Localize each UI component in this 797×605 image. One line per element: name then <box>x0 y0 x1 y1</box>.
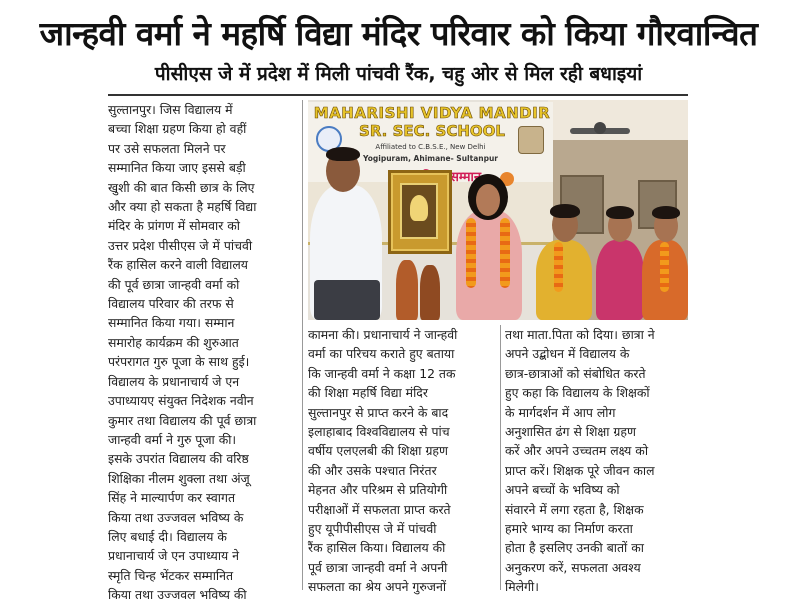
text-line: पूर्व छात्रा जान्हवी वर्मा ने अपनी <box>308 559 448 575</box>
text-line: संवारने में लगा रहता है, शिक्षक <box>505 501 644 517</box>
article-column-1 <box>108 100 298 603</box>
text-line: वर्षीय एलएलबी की शिक्षा ग्रहण <box>308 443 448 459</box>
text-line: कामना की। प्रधानाचार्य ने जान्हवी <box>308 327 458 342</box>
text-line: इसके उपरांत विद्यालय की वरिष्ठ <box>108 451 249 467</box>
text-line: तथा माता.पिता को दिया। छात्रा ने <box>505 327 655 342</box>
text-line: इलाहाबाद विश्वविद्यालय से पांच <box>308 424 450 440</box>
text-line: वर्मा का परिचय कराते हुए बताया <box>308 346 455 362</box>
text-line: पर उसे सफलता मिलने पर <box>108 140 226 156</box>
text-line: छात्र-छात्राओं को संबोधित करते <box>505 365 646 381</box>
text-line: समारोह कार्यक्रम की शुरुआत <box>108 334 239 350</box>
teacher-hair <box>652 206 680 219</box>
column-divider <box>302 100 303 590</box>
headline: जान्हवी वर्मा ने महर्षि विद्या मंदिर परिवार को किया गौरवान्वित <box>39 14 758 53</box>
text-line: सम्मानित किया जाए इससे बड़ी <box>108 160 246 176</box>
idol-icon <box>410 195 428 221</box>
text-line: उत्तर प्रदेश पीसीएस जे में पांचवी <box>108 237 253 253</box>
garland <box>466 218 476 288</box>
text-line: हुए कहा कि विद्यालय के शिक्षकों <box>505 385 650 401</box>
text-line: मंदिर के प्रांगण में सोमवार को <box>108 218 240 234</box>
text-line: अपने बच्चों के भविष्य को <box>505 482 620 498</box>
text-line: मिलेगी। <box>505 579 539 595</box>
garland <box>660 242 669 292</box>
text-line: किया तथा उज्जवल भविष्य की <box>108 587 247 603</box>
text-line: प्राप्त करें। शिक्षक पूरे जीवन काल <box>505 462 655 478</box>
text-line: उपाध्यायए संयुक्त निदेशक नवीन <box>108 393 254 409</box>
text-line: की पूर्व छात्रा जान्हवी वर्मा को <box>108 276 240 292</box>
text-line: सिंह ने माल्यार्पण कर स्वागत <box>108 490 236 506</box>
portrait-icon <box>518 126 544 154</box>
text-line: जान्हवी वर्मा ने गुरु पूजा की। <box>108 431 237 447</box>
text-line: शिक्षिका नीलम शुक्ला तथा अंजू <box>108 470 250 486</box>
text-line: सम्मानित किया गया। सम्मान <box>108 315 235 331</box>
honoree-face <box>476 184 500 216</box>
text-line: रैंक हासिल करने वाली विद्यालय <box>108 257 248 273</box>
teacher-hair <box>606 206 634 219</box>
text-line: बच्चा शिक्षा ग्रहण किया हो वहीं <box>108 121 247 137</box>
text-line: सुल्तानपुर। जिस विद्यालय में <box>108 102 233 117</box>
teacher-figure <box>596 240 644 320</box>
text-line: प्रधानाचार्य जे एन उपाध्याय ने <box>108 548 240 564</box>
text-line: सुल्तानपुर से प्राप्त करने के बाद <box>308 404 449 420</box>
text-line: अपने उद्बोधन में विद्यालय के <box>505 346 630 362</box>
text-line: होता है इसलिए उनकी बातों का <box>505 540 644 556</box>
article-column-3 <box>505 325 688 595</box>
garland <box>500 218 510 288</box>
text-line: हमारे भाग्य का निर्माण करता <box>505 521 633 537</box>
text-line: कि जान्हवी वर्मा ने कक्षा 12 तक <box>308 365 456 381</box>
article-column-2 <box>308 325 496 595</box>
student-figure <box>396 260 418 320</box>
banner-affiliation: Affiliated to C.B.S.E., New Delhi <box>375 143 486 151</box>
text-line: खुशी की बात किसी छात्र के लिए <box>108 179 255 195</box>
student-figure <box>420 265 440 320</box>
text-line: मेहनत और परिश्रम से प्रतियोगी <box>308 482 448 498</box>
text-line: के मार्गदर्शन में आप लोग <box>505 404 616 420</box>
garland <box>554 242 563 292</box>
teacher-figure <box>536 240 592 320</box>
principal-trousers <box>314 280 380 320</box>
text-line: अनुशासित ढंग से शिक्षा ग्रहण <box>505 424 636 440</box>
subheadline: पीसीएस जे में प्रदेश में मिली पांचवी रैंक, चहु ओर से मिल रही बधाइयां <box>154 63 643 85</box>
header-rule <box>108 94 688 96</box>
event-photo <box>308 100 688 320</box>
text-line: सफलता का श्रेय अपने गुरुजनों <box>308 579 447 595</box>
ceiling-fan-hub <box>594 122 606 134</box>
text-line: परंपरागत गुरु पूजा के साथ हुई। <box>108 354 250 370</box>
text-line: रैंक हासिल किया। विद्यालय की <box>308 540 446 556</box>
text-line: विद्यालय के प्रधानाचार्य जे एन <box>108 373 240 389</box>
text-line: करें और अपने उच्चतम लक्ष्य को <box>505 443 649 459</box>
text-line: की शिक्षा महर्षि विद्या मंदिर <box>308 385 428 401</box>
teacher-hair <box>550 204 580 218</box>
text-line: हुए यूपीपीसीएस जे में पांचवी <box>308 521 437 537</box>
text-line: विद्यालय परिवार की तरफ से <box>108 296 234 312</box>
text-line: कुमार तथा विद्यालय की पूर्व छात्रा <box>108 412 257 428</box>
text-line: स्मृति चिन्ह भेंटकर सम्मानित <box>108 567 234 583</box>
text-line: लिए बधाई दी। विद्यालय के <box>108 528 227 544</box>
photo-ceiling <box>548 100 688 140</box>
text-line: की और उसके पश्चात निरंतर <box>308 462 437 478</box>
text-line: परीक्षाओं में सफलता प्राप्त करते <box>308 501 451 517</box>
text-line: अनुकरण करें, सफलता अवश्य <box>505 559 641 575</box>
principal-hair <box>326 147 360 161</box>
banner-school-name: MAHARISHI VIDYA MANDIR <box>313 104 551 122</box>
banner-school-level: SR. SEC. SCHOOL <box>359 122 505 140</box>
banner-event-title: सम्मान <box>450 170 482 185</box>
column-divider <box>500 325 501 590</box>
memento-inner <box>400 183 438 239</box>
memento-frame <box>388 170 452 254</box>
text-line: और क्या हो सकता है महर्षि विद्या <box>108 199 257 215</box>
text-line: किया तथा उज्जवल भविष्य के <box>108 509 244 525</box>
banner-address: Yogipuram, Ahimane- Sultanpur <box>362 154 499 163</box>
